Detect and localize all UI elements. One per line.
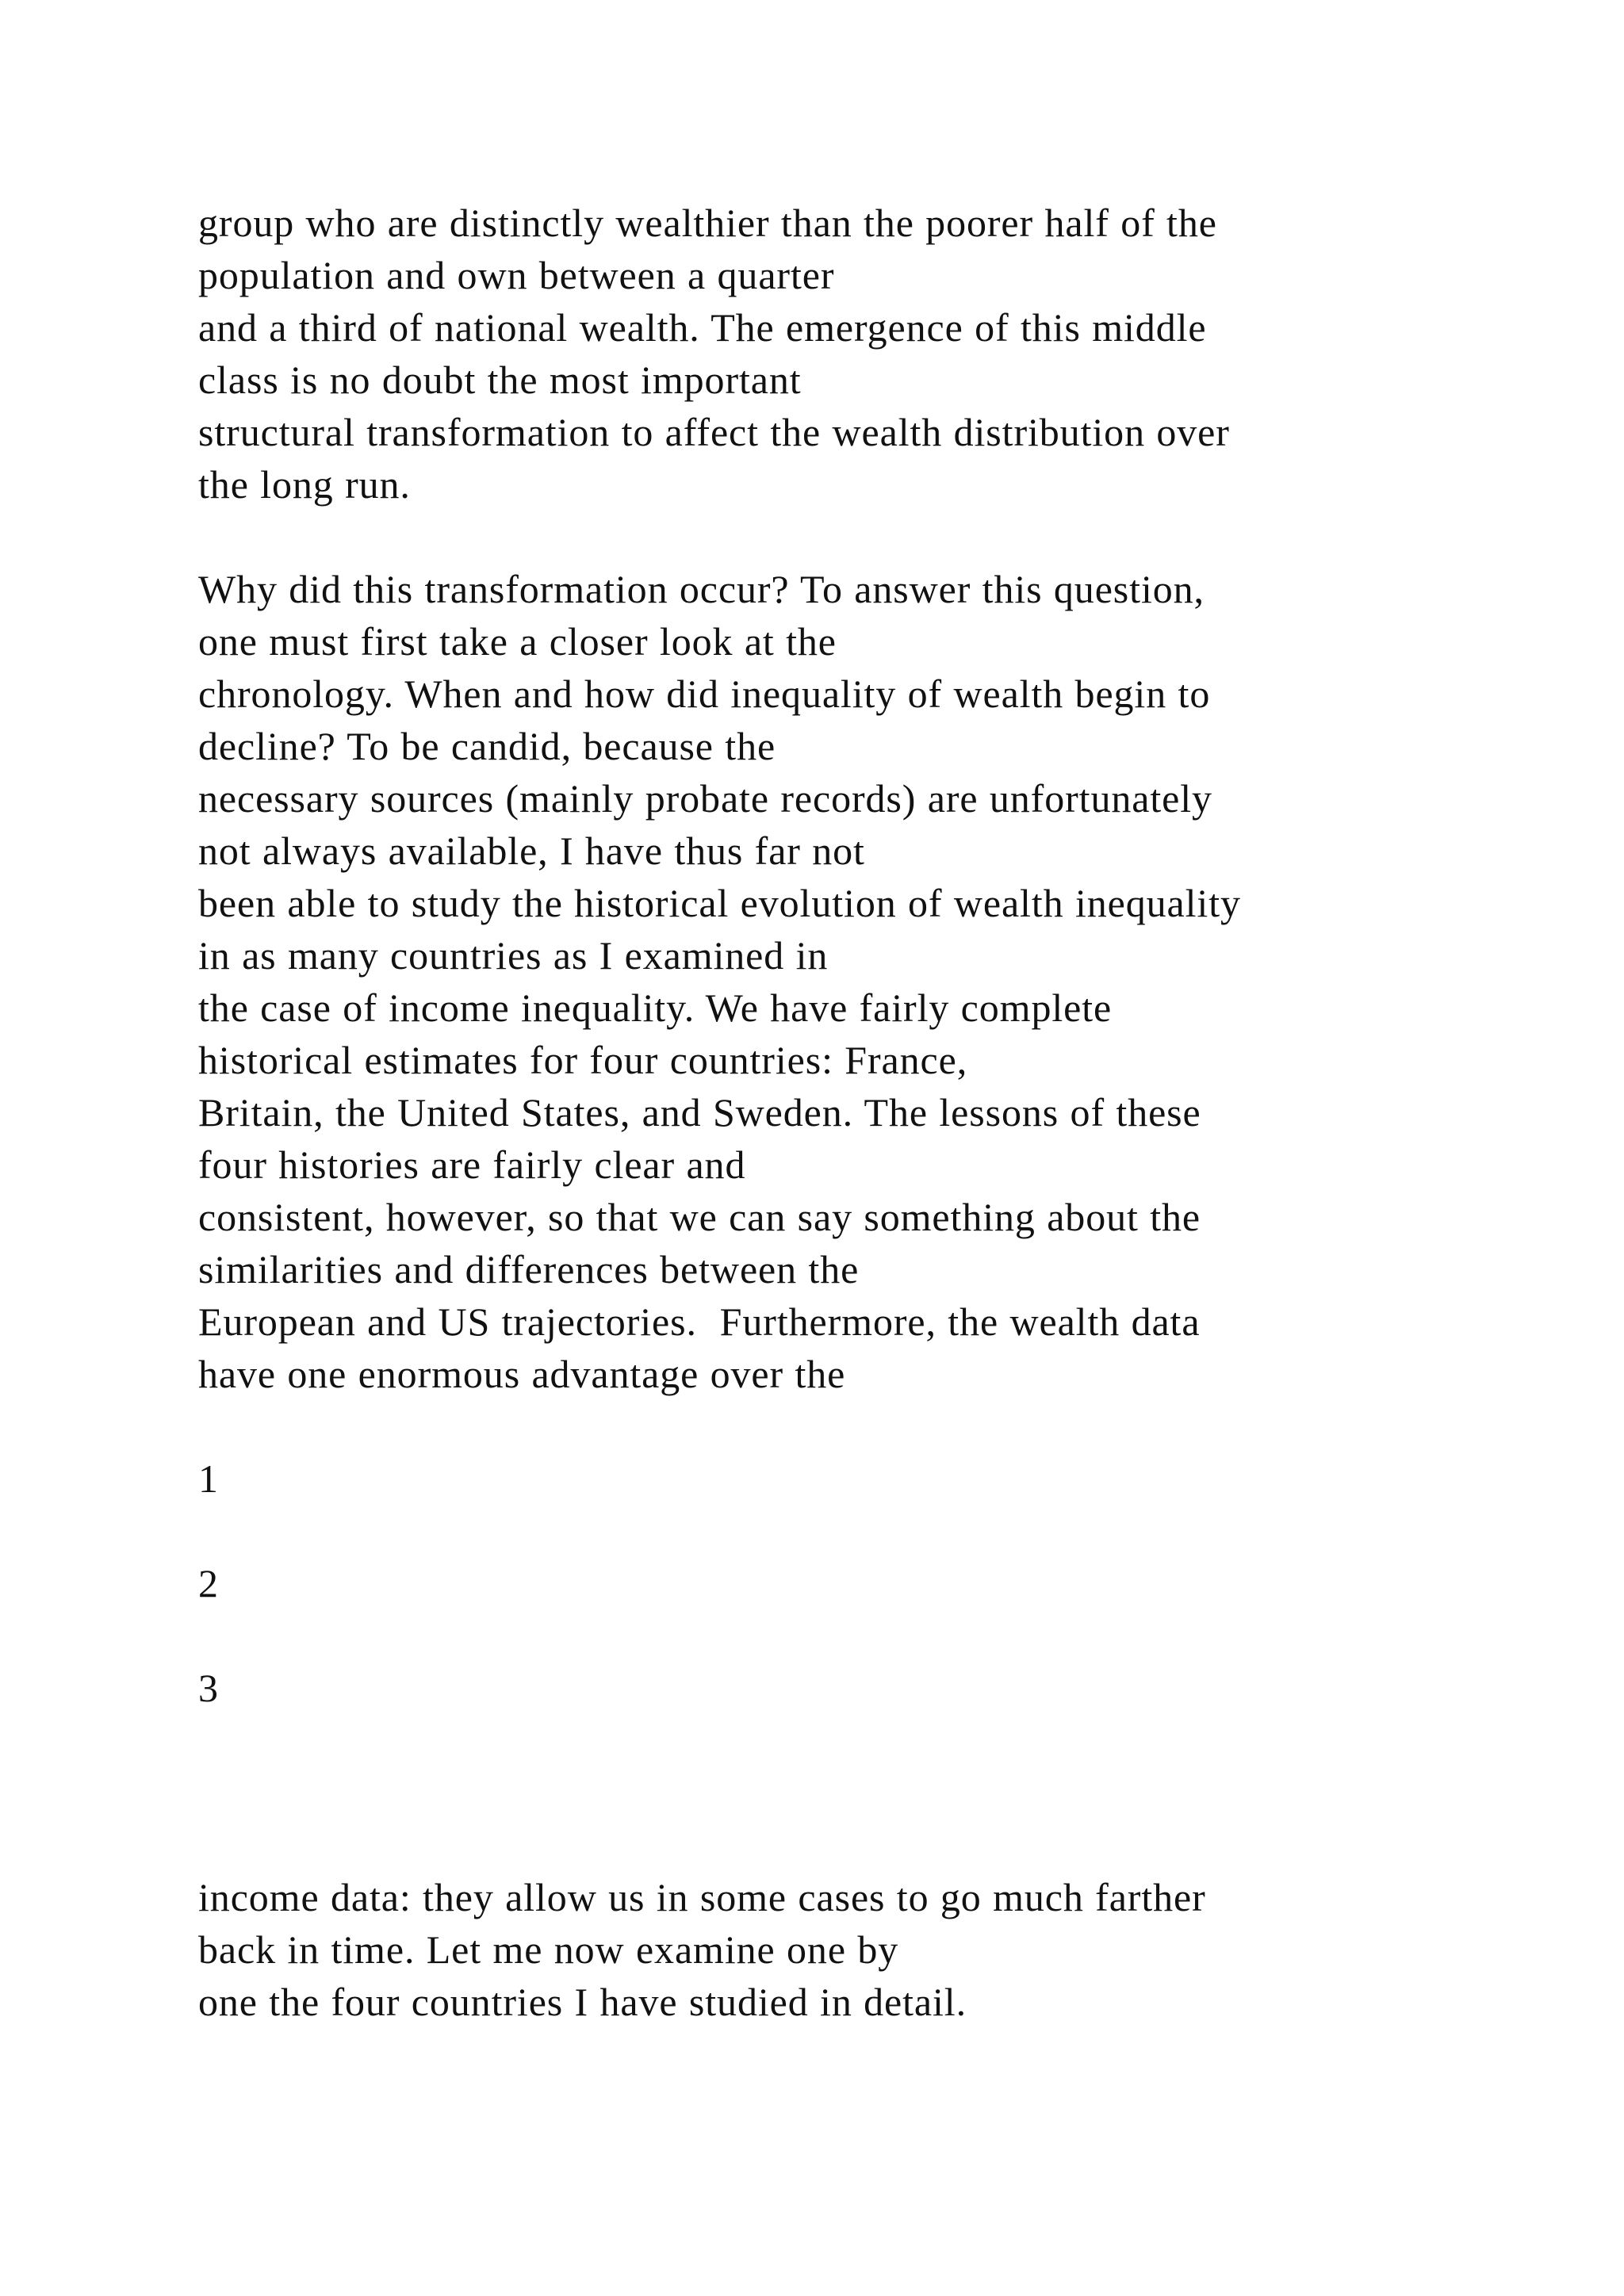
text-line: Why did this transformation occur? To answer this question, <box>198 567 1205 611</box>
text-line: class is no doubt the most important <box>198 358 802 402</box>
footnote-marker: 3 <box>198 1666 219 1710</box>
text-line: historical estimates for four countries: France, <box>198 1038 968 1082</box>
text-line: population and own between a quarter <box>198 253 835 297</box>
text-line: group who are distinctly wealthier than the poorer half of the <box>198 201 1217 245</box>
text-line: necessary sources (mainly probate records) are unfortunately <box>198 776 1212 821</box>
text-line: the long run. <box>198 462 411 507</box>
text-line: decline? To be candid, because the <box>198 724 776 768</box>
text-line: four histories are fairly clear and <box>198 1142 746 1187</box>
text-line: and a third of national wealth. The emergence of this middle <box>198 305 1207 350</box>
text-line: have one enormous advantage over the <box>198 1352 846 1396</box>
text-line: chronology. When and how did inequality of wealth begin to <box>198 672 1211 716</box>
text-line: similarities and differences between the <box>198 1247 860 1292</box>
footnote-marker: 1 <box>198 1456 219 1501</box>
text-line: back in time. Let me now examine one by <box>198 1927 899 1972</box>
text-line: been able to study the historical evolution of wealth inequality <box>198 881 1241 925</box>
text-line: in as many countries as I examined in <box>198 933 829 978</box>
text-line: consistent, however, so that we can say something about the <box>198 1195 1201 1239</box>
text-line: European and US trajectories. Furthermore, the wealth data <box>198 1299 1201 1344</box>
footnote-marker: 2 <box>198 1561 219 1605</box>
text-line: Britain, the United States, and Sweden. The lessons of these <box>198 1090 1201 1135</box>
text-line: not always available, I have thus far not <box>198 828 865 873</box>
text-line: structural transformation to affect the wealth distribution over <box>198 410 1230 454</box>
text-line: one must first take a closer look at the <box>198 619 837 664</box>
text-line: one the four countries I have studied in detail. <box>198 1980 967 2024</box>
text-line: income data: they allow us in some cases to go much farther <box>198 1875 1206 1919</box>
text-line: the case of income inequality. We have fairly complete <box>198 985 1113 1030</box>
